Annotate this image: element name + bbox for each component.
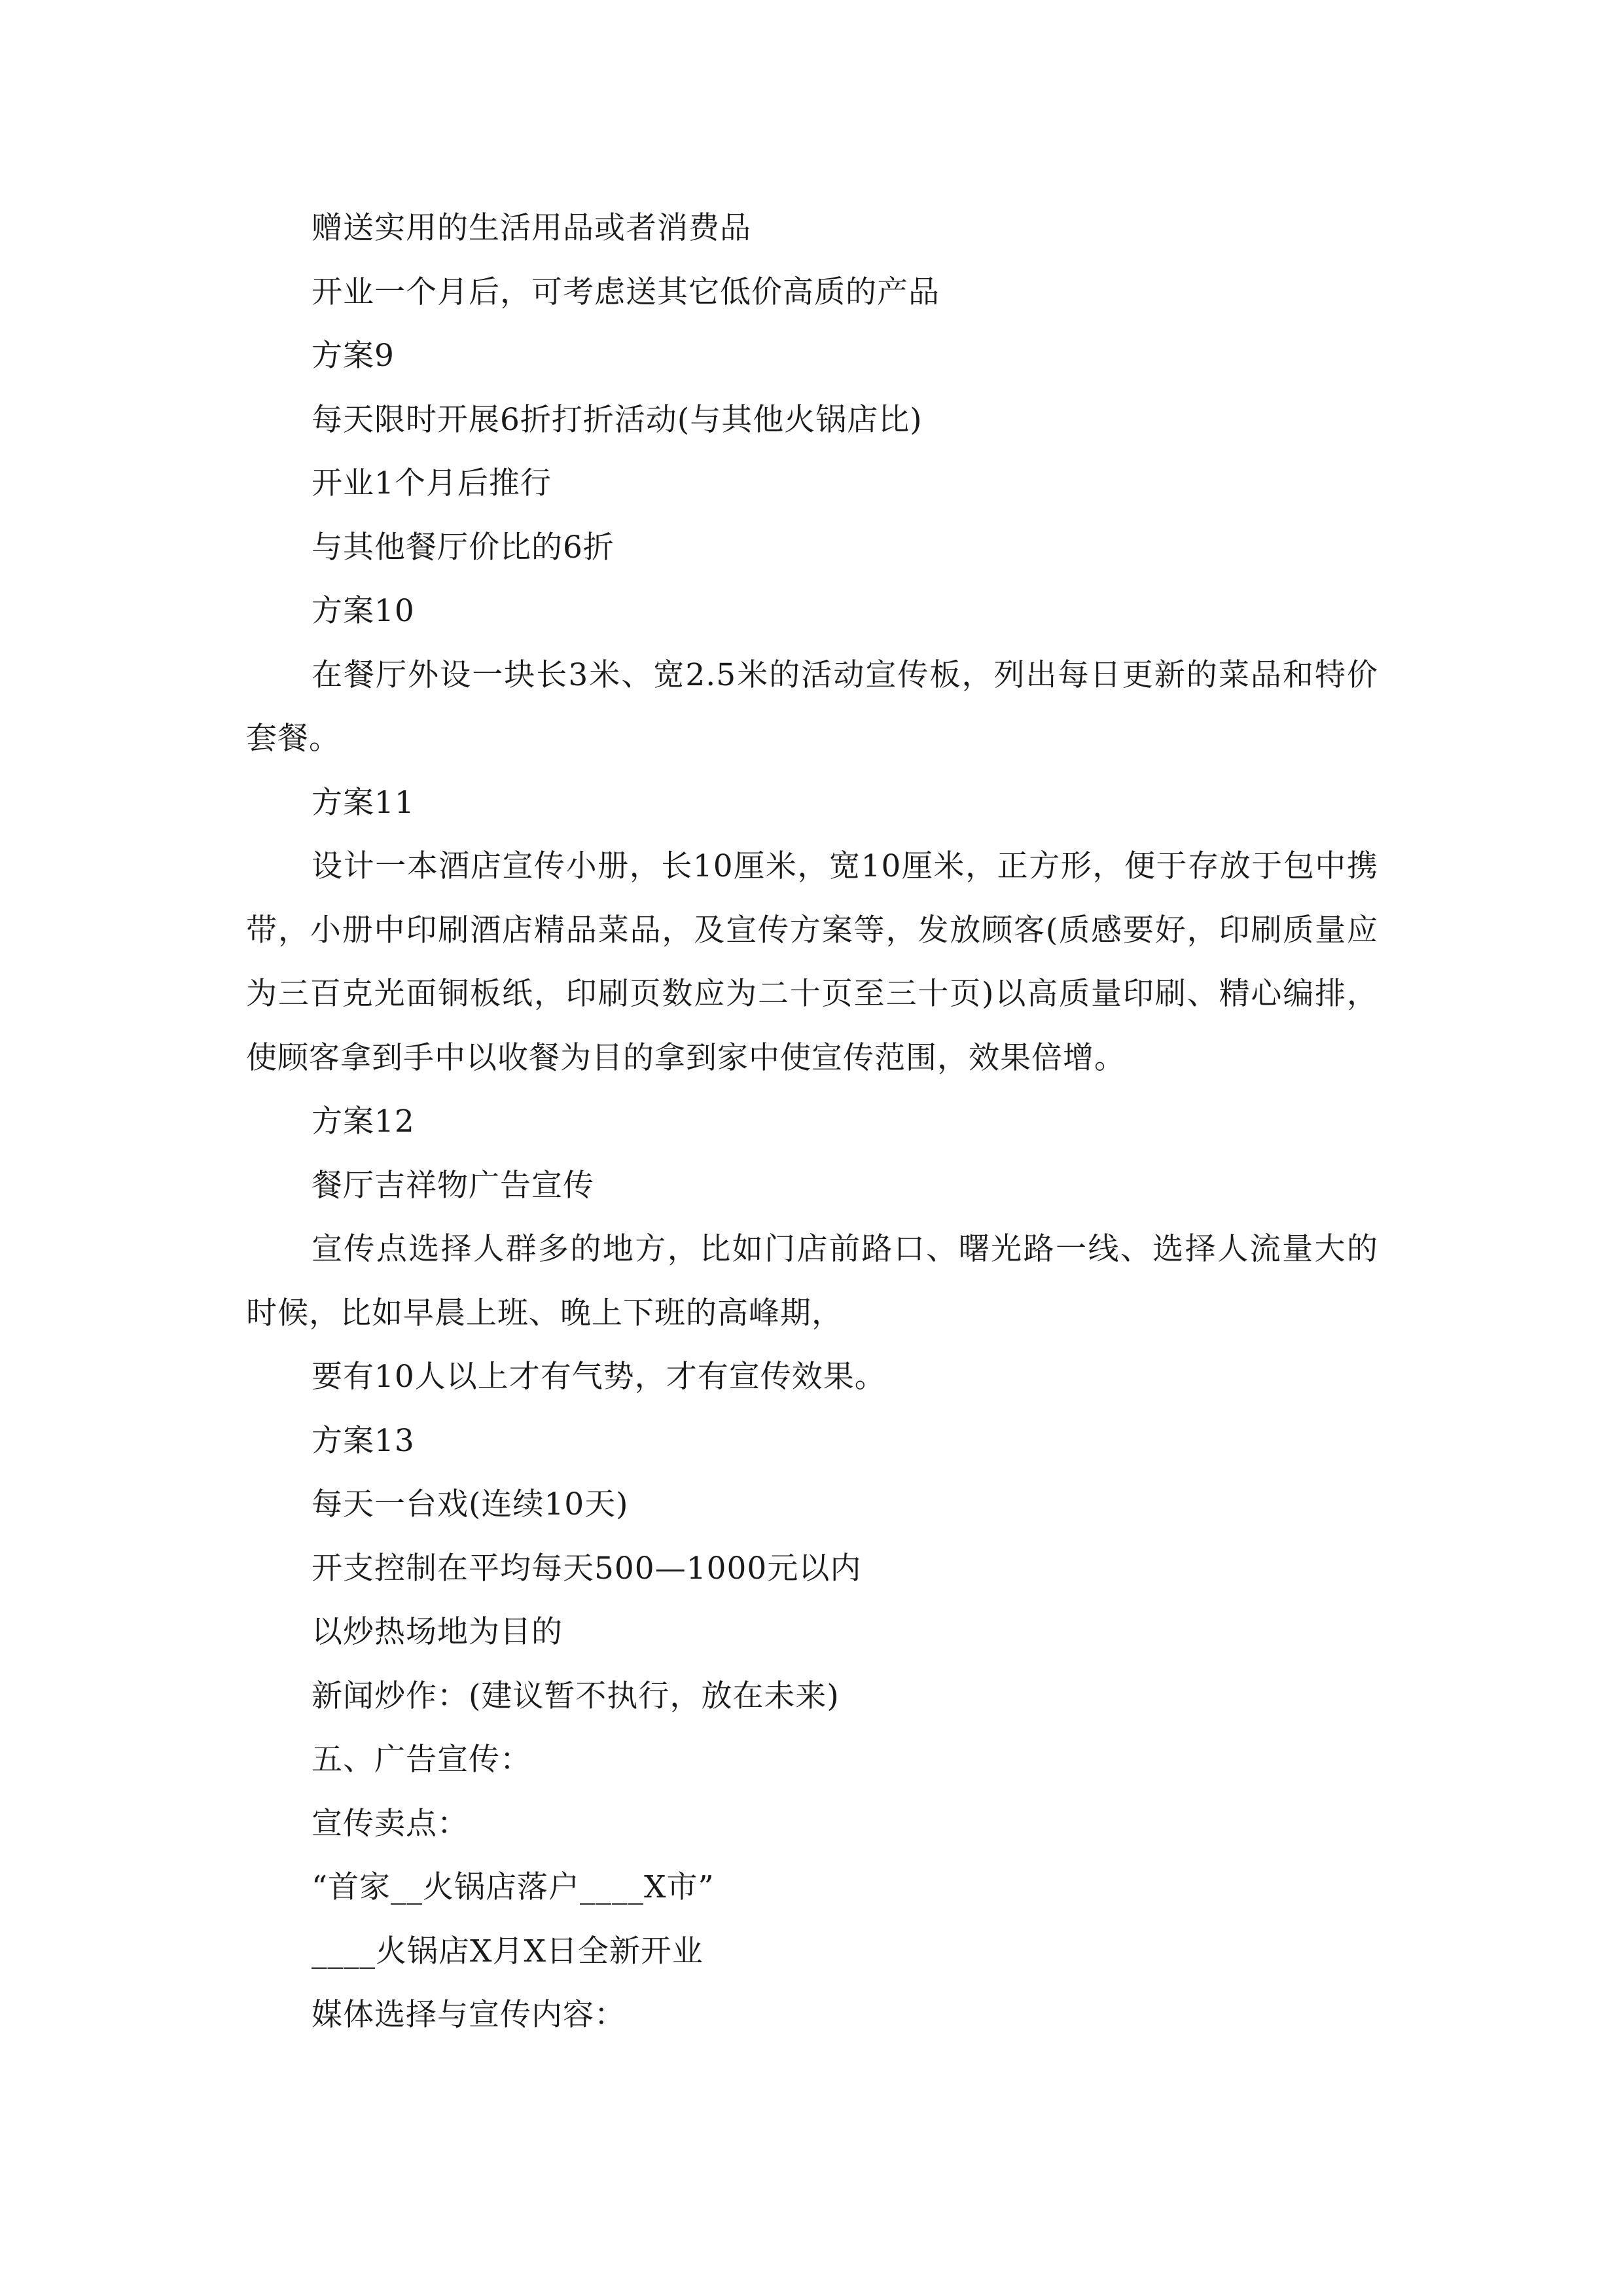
section-heading: 方案13	[312, 1422, 415, 1459]
text-line: 开业一个月后，可考虑送其它低价高质的产品	[312, 274, 940, 310]
document-body	[246, 196, 1378, 2047]
text-line: 以炒热场地为目的	[312, 1614, 563, 1650]
text-line: ____火锅店X月X日全新开业	[312, 1933, 704, 1969]
text-line: 赠送实用的生活用品或者消费品	[312, 210, 751, 246]
paragraph: 设计一本酒店宣传小册，长10厘米，宽10厘米，正方形，便于存放于包中携带，小册中印刷酒店精品菜品，及宣传方案等，发放顾客(质感要好，印刷质量应为三百克光面铜板纸，印刷页数应为二十页至三十页)以高质量印刷、精心编排，使顾客拿到手中以收餐为目的拿到家中使宣传范围，效果倍增。	[246, 848, 1378, 1076]
text-line: 新闻炒作：(建议暂不执行，放在未来)	[312, 1677, 840, 1714]
text-line: 要有10人以上才有气势，才有宣传效果。	[312, 1359, 886, 1395]
text-line: “首家__火锅店落户____X市”	[312, 1869, 715, 1905]
section-heading: 方案9	[312, 338, 395, 374]
text-line: 开支控制在平均每天500—1000元以内	[312, 1550, 862, 1587]
text-line: 每天一台戏(连续10天)	[312, 1486, 629, 1522]
paragraph: 在餐厅外设一块长3米、宽2.5米的活动宣传板，列出每日更新的菜品和特价套餐。	[246, 656, 1378, 757]
text-line: 餐厅吉祥物广告宣传	[312, 1167, 594, 1204]
text-line: 宣传卖点：	[312, 1805, 469, 1842]
section-heading: 方案12	[312, 1103, 415, 1139]
section-heading: 五、广告宣传：	[312, 1742, 531, 1778]
text-line: 媒体选择与宣传内容：	[312, 1997, 626, 2033]
text-line: 与其他餐厅价比的6折	[312, 529, 615, 565]
section-heading: 方案11	[312, 784, 415, 821]
paragraph: 宣传点选择人群多的地方，比如门店前路口、曙光路一线、选择人流量大的时候，比如早晨上班、晚上下班的高峰期，	[246, 1231, 1378, 1331]
text-line: 开业1个月后推行	[312, 465, 552, 501]
text-line: 每天限时开展6折打折活动(与其他火锅店比)	[312, 401, 923, 438]
section-heading: 方案10	[312, 593, 415, 629]
